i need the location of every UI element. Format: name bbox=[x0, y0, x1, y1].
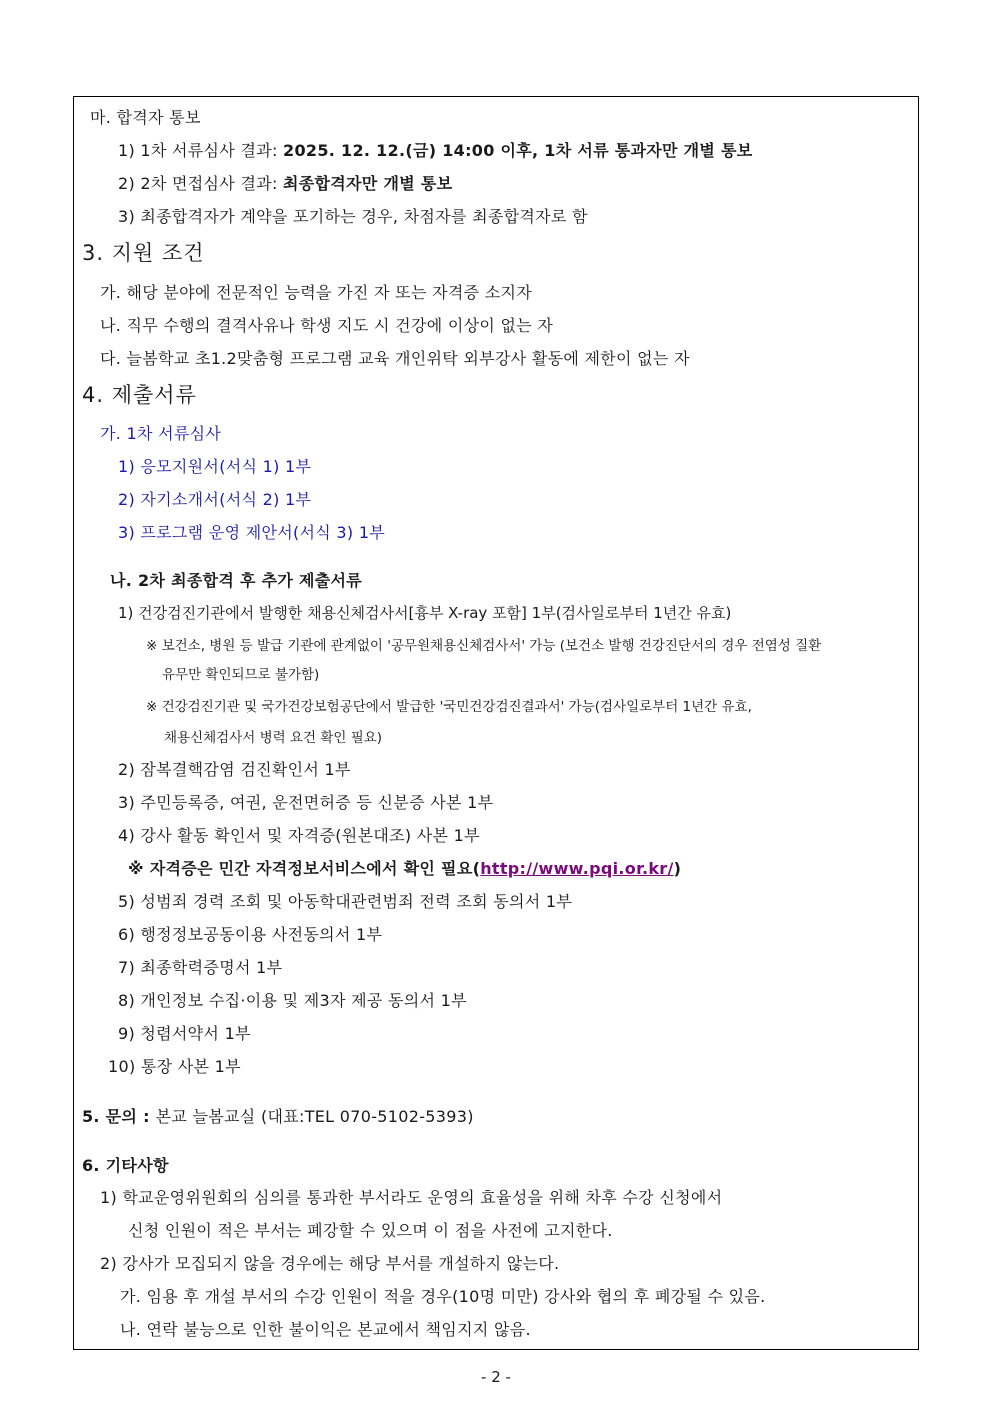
results-item-2-emphasis: 최종합격자만 개별 통보 bbox=[283, 174, 453, 193]
second-doc-item-9: 9) 청렴서약서 1부 bbox=[118, 1024, 251, 1043]
results-item-2: 2) 2차 면접심사 결과: 최종합격자만 개별 통보 bbox=[118, 174, 453, 193]
second-doc-item-1: 1) 건강검진기관에서 발행한 채용신체검사서[흉부 X-ray 포함] 1부(검사일로부터 1년간 유효) bbox=[118, 604, 732, 622]
section-5-contact bbox=[82, 1107, 474, 1127]
second-doc-item-2: 2) 잠복결핵감염 검진확인서 1부 bbox=[118, 760, 351, 779]
first-doc-item-1: 1) 응모지원서(서식 1) 1부 bbox=[118, 457, 312, 476]
section-5-label: 5. 문의 : bbox=[82, 1107, 156, 1126]
condition-item-2: 나. 직무 수행의 결격사유나 학생 지도 시 건강에 이상이 없는 자 bbox=[100, 316, 554, 335]
section-6-title: 6. 기타사항 bbox=[82, 1156, 169, 1175]
page-number: - 2 - bbox=[481, 1368, 511, 1386]
certificate-note: ※ 자격증은 민간 자격정보서비스에서 확인 필요(http://www.pqi.or.kr/) bbox=[128, 859, 682, 878]
second-doc-item-5: 5) 성범죄 경력 조회 및 아동학대관련범죄 전력 조회 동의서 1부 bbox=[118, 892, 573, 911]
first-doc-item-3: 3) 프로그램 운영 제안서(서식 3) 1부 bbox=[118, 523, 386, 542]
pqi-link[interactable]: http://www.pqi.or.kr/ bbox=[480, 859, 674, 878]
results-item-1: 1) 1차 서류심사 결과: 2025. 12. 12.(금) 14:00 이후, 1차 서류 통과자만 개별 통보 bbox=[118, 141, 753, 160]
second-doc-item-4: 4) 강사 활동 확인서 및 자격증(원본대조) 사본 1부 bbox=[118, 826, 480, 845]
first-review-heading: 가. 1차 서류심사 bbox=[100, 424, 222, 443]
health-note-1-line-1: ※ 보건소, 병원 등 발급 기관에 관계없이 '공무원채용신체검사서' 가능 (보건소 발행 건강진단서의 경우 전염성 질환 bbox=[146, 638, 822, 654]
second-doc-item-3: 3) 주민등록증, 여권, 운전면허증 등 신분증 사본 1부 bbox=[118, 793, 494, 812]
second-doc-item-6: 6) 행정정보공동이용 사전동의서 1부 bbox=[118, 925, 383, 944]
section-5-text: 본교 늘봄교실 (대표:TEL 070-5102-5393) bbox=[155, 1107, 474, 1126]
results-item-1-emphasis: 2025. 12. 12.(금) 14:00 이후, 1차 서류 통과자만 개별 통보 bbox=[283, 141, 753, 160]
section-4-title: 4. 제출서류 bbox=[82, 383, 197, 407]
section-3-title: 3. 지원 조건 bbox=[82, 241, 205, 265]
misc-sub-item-2: 나. 연락 불능으로 인한 불이익은 본교에서 책임지지 않음. bbox=[120, 1320, 531, 1339]
misc-item-2: 2) 강사가 모집되지 않을 경우에는 해당 부서를 개설하지 않는다. bbox=[100, 1254, 560, 1273]
misc-sub-item-1: 가. 임용 후 개설 부서의 수강 인원이 적을 경우(10명 미만) 강사와 협의 후 폐강될 수 있음. bbox=[120, 1287, 766, 1306]
condition-item-3: 다. 늘봄학교 초1.2맞춤형 프로그램 교육 개인위탁 외부강사 활동에 제한이 없는 자 bbox=[100, 349, 690, 368]
second-doc-item-10: 10) 통장 사본 1부 bbox=[108, 1057, 241, 1076]
second-doc-item-8: 8) 개인정보 수집·이용 및 제3자 제공 동의서 1부 bbox=[118, 991, 467, 1010]
misc-item-1-line-2: 신청 인원이 적은 부서는 폐강할 수 있으며 이 점을 사전에 고지한다. bbox=[128, 1221, 613, 1240]
second-doc-item-7: 7) 최종학력증명서 1부 bbox=[118, 958, 283, 977]
results-item-3: 3) 최종합격자가 계약을 포기하는 경우, 차점자를 최종합격자로 함 bbox=[118, 207, 588, 226]
misc-item-1-line-1: 1) 학교운영위원회의 심의를 통과한 부서라도 운영의 효율성을 위해 차후 수강 신청에서 bbox=[100, 1188, 723, 1207]
health-note-1-line-2: 유무만 확인되므로 불가함) bbox=[162, 667, 320, 683]
condition-item-1: 가. 해당 분야에 전문적인 능력을 가진 자 또는 자격증 소지자 bbox=[100, 283, 533, 302]
results-heading: 마. 합격자 통보 bbox=[90, 108, 201, 127]
health-note-2-line-1: ※ 건강검진기관 및 국가건강보험공단에서 발급한 '국민건강검진결과서' 가능(검사일로부터 1년간 유효, bbox=[146, 699, 752, 715]
first-doc-item-2: 2) 자기소개서(서식 2) 1부 bbox=[118, 490, 312, 509]
health-note-2-line-2: 채용신체검사서 병력 요건 확인 필요) bbox=[164, 730, 383, 746]
second-docs-heading: 나. 2차 최종합격 후 추가 제출서류 bbox=[110, 571, 362, 590]
